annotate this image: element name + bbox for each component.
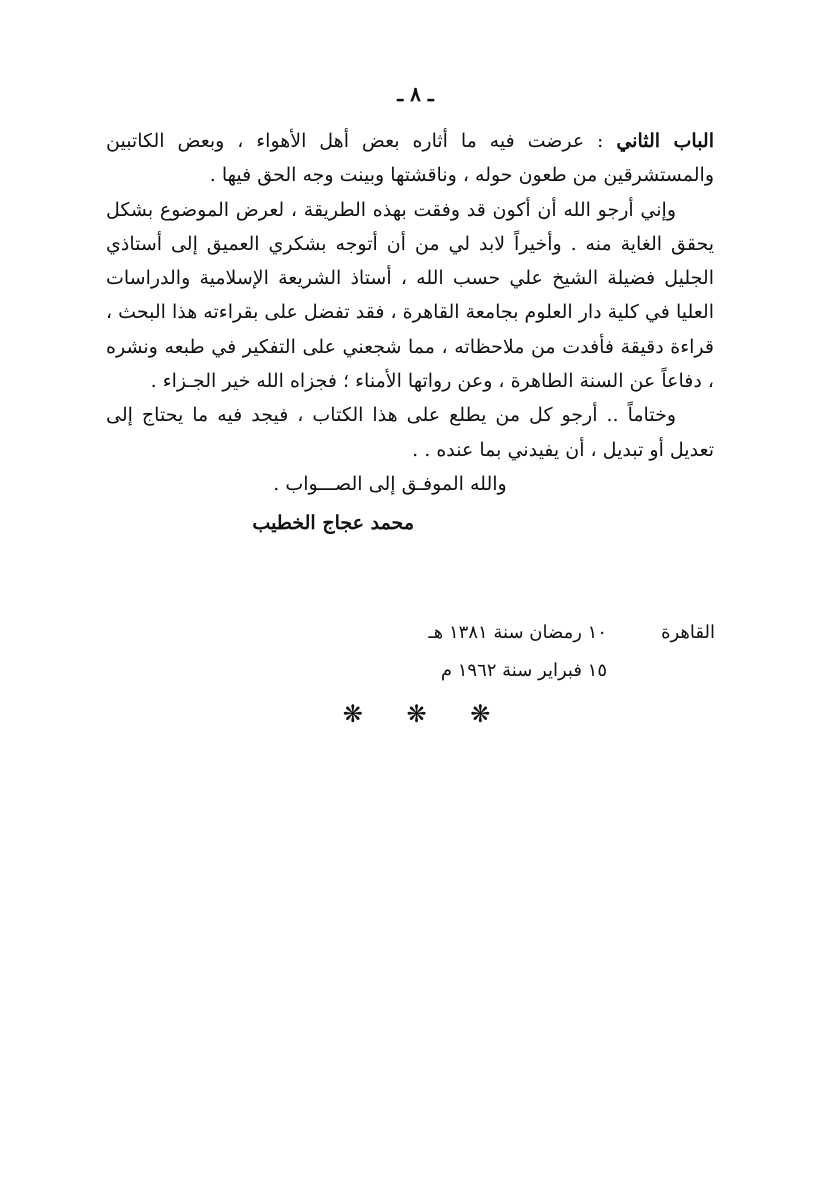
place-and-date: [300, 614, 715, 690]
paragraph-chapter-two: [106, 124, 714, 193]
ornament-stars: [0, 700, 831, 728]
hijri-date-row: [300, 614, 715, 652]
gregorian-date: ١٥ فبراير سنة ١٩٦٢ م: [440, 660, 607, 681]
body-text: [106, 124, 714, 545]
paragraph-conclusion: وختاماً .. أرجو كل من يطلع على هذا الكتاب ، فيجد فيه ما يحتاج إلى تعديل أو تبديل ، أن يفيدني بما عنده . .: [106, 404, 714, 461]
star-ornament-icon: ❋: [342, 700, 381, 728]
author-name: محمد عجاج الخطيب: [252, 512, 414, 535]
star-ornament-icon: ❋: [406, 700, 445, 728]
place-name: القاهرة: [661, 622, 715, 643]
chapter-two-heading: الباب الثاني: [616, 130, 714, 152]
gregorian-date-row: [300, 652, 715, 690]
page-number: ـ ٨ ـ: [397, 82, 434, 106]
star-ornament-icon: ❋: [470, 700, 509, 728]
place-spacer: [607, 652, 715, 690]
hijri-date: ١٠ رمضان سنة ١٣٨١ هـ: [428, 622, 607, 643]
chapter-two-text: : عرضت فيه ما أثاره بعض أهل الأهواء ، وبعض الكاتبين والمستشرقين من طعون حوله ، وناقشتها وبينت وجه الحق فيها .: [106, 130, 714, 187]
paragraph-acknowledgement: وإني أرجو الله أن أكون قد وفقت بهذه الطريقة ، لعرض الموضوع بشكل يحقق الغاية منه . وأخيراً لابد لي من أن أتوجه بشكري العميق إلى أستاذي الجليل فضيلة الشيخ علي حسب الله ، أستاذ الشريعة الإسلامية والدراسات العليا في كلية دار العلوم بجامعة القاهرة ، فقد تفضل على بقراءته هذا البحث ، قراءة دقيقة فأفدت من ملاحظاته ، مما شجعني على التفكير في طبعه ونشره ، دفاعاً عن السنة الطاهرة ، وعن رواتها الأمناء ؛ فجزاه الله خير الجـزاء .: [106, 198, 714, 393]
closing-line: والله الموفـق إلى الصـــواب .: [273, 472, 507, 495]
